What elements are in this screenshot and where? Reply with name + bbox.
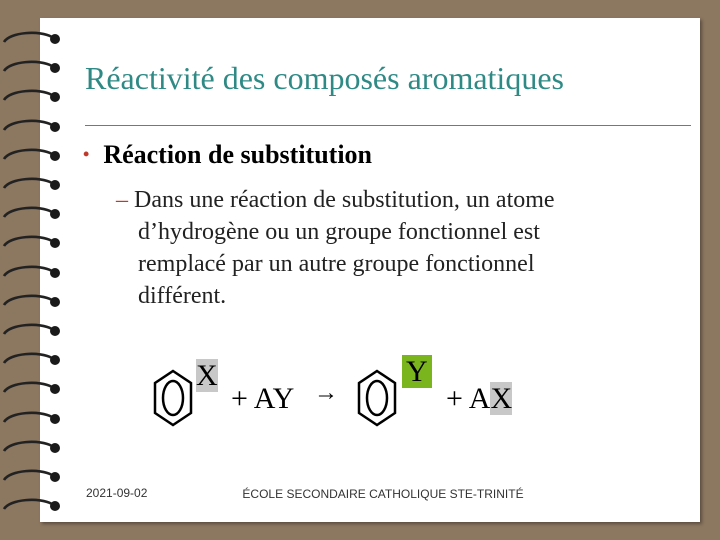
reaction-arrow: → (314, 380, 338, 406)
binding-ring (0, 349, 62, 369)
binding-ring (0, 437, 62, 457)
binding-ring (0, 203, 62, 223)
binding-ring (0, 86, 62, 106)
dash-marker: – (116, 187, 128, 213)
title-divider (85, 125, 691, 126)
binding-ring (0, 378, 62, 398)
binding-ring (0, 495, 62, 515)
sub-line-4: différent. (138, 283, 227, 309)
reagent-label: + AY (231, 382, 295, 415)
binding-ring (0, 408, 62, 428)
binding-ring (0, 232, 62, 252)
sub-bullet (116, 184, 646, 312)
reactant-group (196, 359, 218, 393)
sub-line-2: d’hydrogène ou un groupe fonctionnel est (138, 219, 540, 245)
binding-ring (0, 145, 62, 165)
sub-line-1: Dans une réaction de substitution, un atome (134, 187, 555, 213)
binding-ring (0, 116, 62, 136)
binding-ring (0, 320, 62, 340)
reactant-group-label: X (196, 359, 218, 392)
binding-ring (0, 262, 62, 282)
binding-ring (0, 291, 62, 311)
byproduct-prefix: + A (446, 382, 491, 415)
byproduct (446, 382, 512, 416)
binding-ring (0, 466, 62, 486)
binding-ring (0, 174, 62, 194)
benzene-ring-product (356, 368, 398, 428)
binding-ring (0, 28, 62, 48)
bullet-item (83, 140, 372, 170)
product-group (402, 355, 432, 389)
sub-line-3: remplacé par un autre groupe fonctionnel (138, 251, 535, 277)
bullet-marker: • (83, 144, 90, 164)
bullet-text: Réaction de substitution (103, 140, 373, 169)
binding-ring (0, 57, 62, 77)
product-group-label: Y (402, 355, 432, 388)
benzene-ring-reactant (152, 368, 194, 428)
footer-school: ÉCOLE SECONDAIRE CATHOLIQUE STE-TRINITÉ (242, 487, 524, 501)
footer-date: 2021-09-02 (86, 486, 148, 500)
byproduct-highlight: X (490, 382, 513, 415)
slide-title: Réactivité des composés aromatiques (85, 60, 564, 96)
